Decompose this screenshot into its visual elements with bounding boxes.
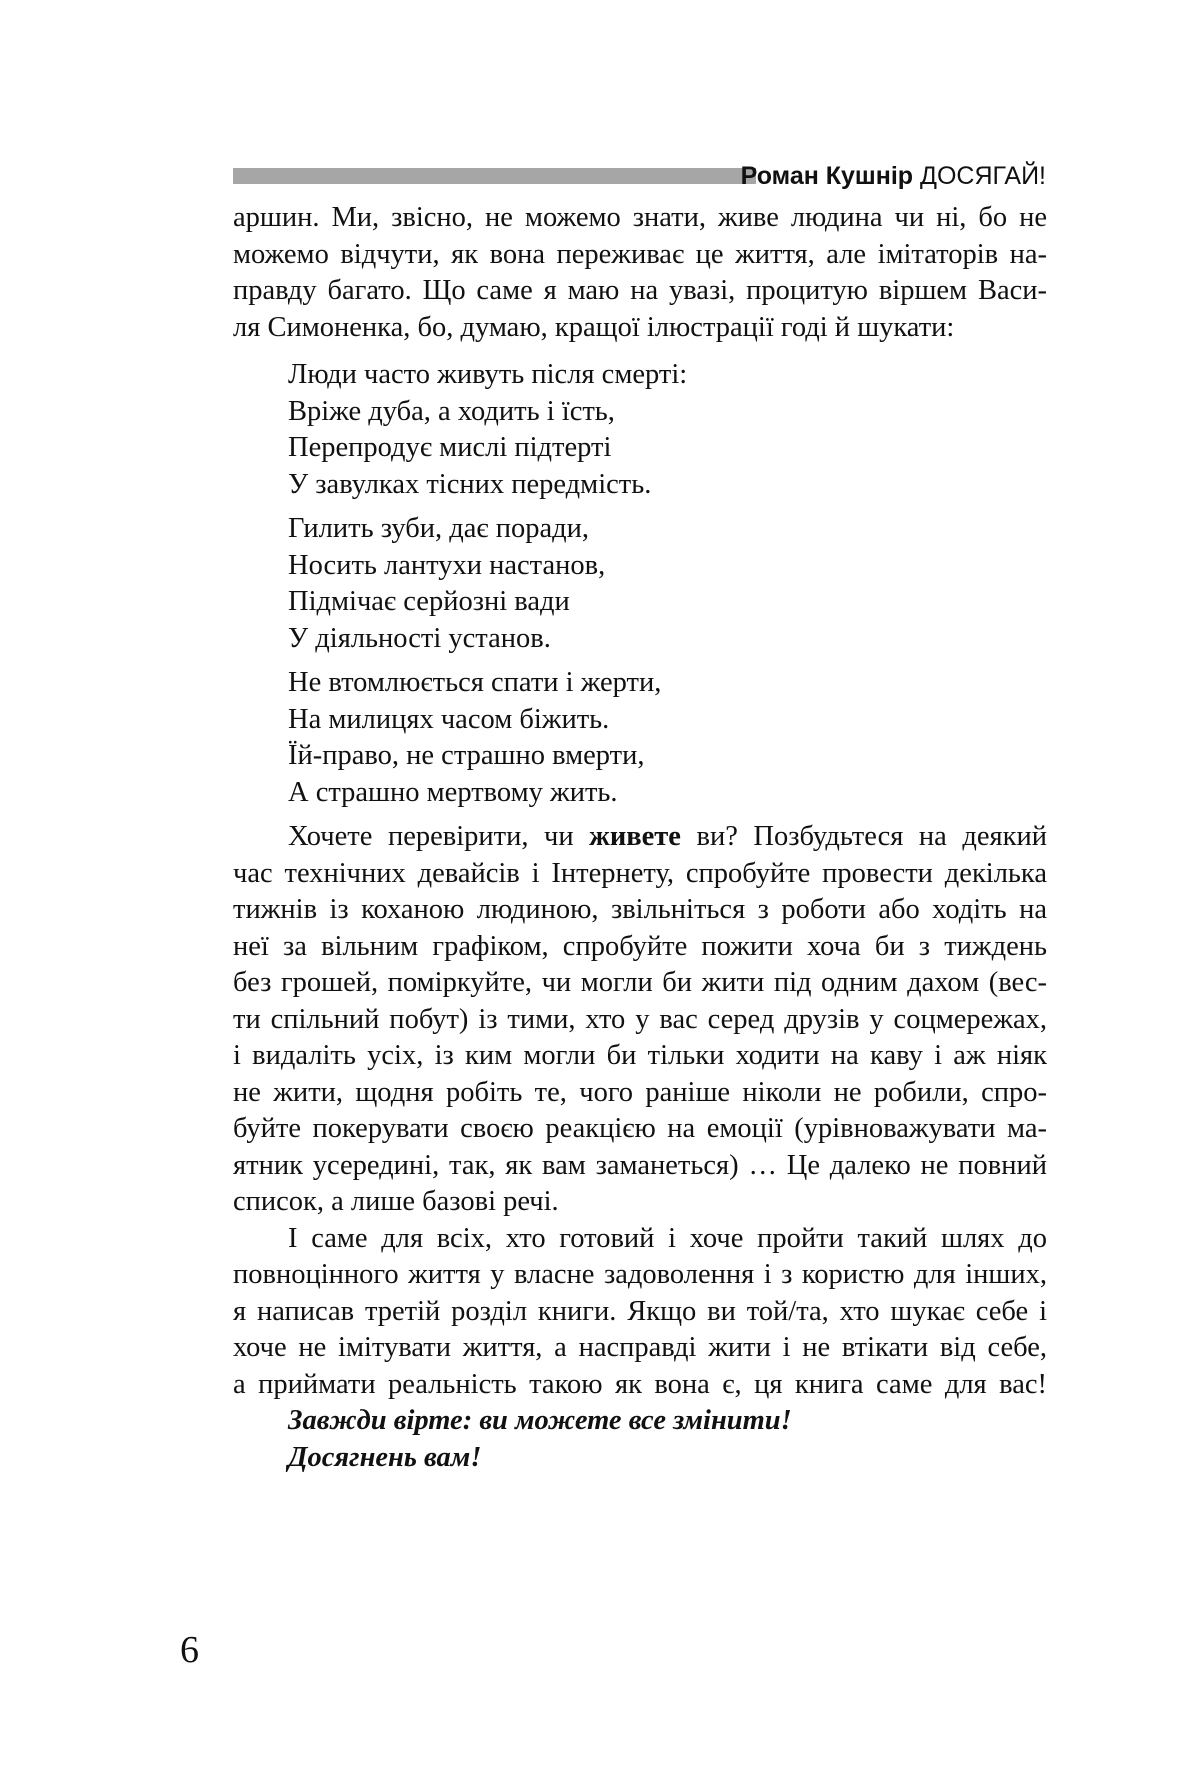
page-body [233, 200, 1047, 1476]
paragraph-two [233, 819, 1047, 1221]
poem-line: Підмічає серйозні вади [288, 586, 570, 617]
text-line: я написав третій розділ книги. Якщо ви той/та, хто шукає себе і [233, 1295, 1047, 1327]
text-run: ви? Позбудьтеся на деякий [680, 821, 1047, 852]
poem-stanza [288, 665, 1047, 811]
poem-line: А страшно мертвому жить. [288, 776, 618, 808]
paragraph-three [233, 1221, 1047, 1404]
text-line: неї за вільним графіком, спробуйте пожити хоча би з тиждень [233, 930, 1047, 962]
poem-stanza [288, 511, 1047, 657]
text-line: можемо відчути, як вона переживає це життя, але імітаторів на- [233, 238, 1047, 270]
poem-line: Не втомлюється спати і жерти, [288, 667, 662, 698]
closing-line: Досягнень вам! [288, 1441, 482, 1473]
text-line: і видаліть усіх, із ким могли би тільки ходити на каву і аж ніяк [233, 1040, 1047, 1071]
running-head-author: Роман Кушнір [740, 162, 914, 190]
spacer [233, 811, 1047, 819]
text-line: а приймати реальність такою як вона є, ця книга саме для вас! [233, 1368, 1047, 1400]
text-line: час технічних девайсів і Інтернету, спробуйте провести декілька [233, 857, 1047, 889]
poem-line: Носить лантухи настанов, [288, 549, 606, 581]
emphasis-live: живете [589, 821, 681, 852]
poem-line: На милицях часом біжить. [288, 703, 610, 735]
poem-line: Люди часто живуть після смерті: [288, 359, 688, 390]
text-line: не жити, щодня робіть те, чого раніше ніколи не робили, спро- [233, 1076, 1047, 1108]
poem-line: У завулках тісних передмість. [288, 468, 652, 500]
text-line: повноцінного життя у власне задоволення і з користю для інших, [233, 1259, 1047, 1290]
text-line: аршин. Ми, звісно, не можемо знати, живе людина чи ні, бо не [233, 202, 1047, 233]
poem-line: Перепродує мислі підтерті [288, 432, 612, 463]
text-line: хоче не імітувати життя, а насправді жити і не втікати від себе, [233, 1332, 1047, 1363]
text-line: ятник усередині, так, як вам заманеться) … Це далеко не повний [233, 1149, 1047, 1181]
text-line: без грошей, поміркуйте, чи могли би жити під одним дахом (вес- [233, 967, 1047, 998]
closing-line: Завжди вірте: ви можете все змінити! [288, 1405, 792, 1436]
text-run: Хочете перевірити, чи [288, 821, 590, 852]
page-number: 6 [180, 1629, 199, 1671]
poem-line: У діяльності установ. [288, 622, 551, 654]
running-head-title: ДОСЯГАЙ! [920, 162, 1046, 190]
intro-paragraph [233, 200, 1047, 346]
poem-line: Їй-право, не страшно вмерти, [288, 740, 645, 771]
text-line: список, а лише базові речі. [233, 1186, 559, 1217]
text-line: ти спільний побут) із тими, хто у вас серед друзів у соцмережах, [233, 1003, 1047, 1035]
text-line [233, 819, 1047, 856]
text-line: І саме для всіх, хто готовий і хоче пройти такий шлях до [288, 1222, 1047, 1254]
text-line: буйте покерувати своєю реакцією на емоції (урівноважувати ма- [233, 1113, 1047, 1144]
header-rule-bar [233, 168, 756, 184]
text-line: тижнів із коханою людиною, звільніться з роботи або ходіть на [233, 894, 1047, 925]
text-line: правду багато. Що саме я маю на увазі, процитую віршем Васи- [233, 275, 1047, 306]
poem-quote [233, 357, 1047, 811]
closing-lines [233, 1403, 1047, 1476]
text-line: ля Симоненка, бо, думаю, кращої ілюстрації годі й шукати: [233, 311, 955, 343]
poem-stanza [288, 357, 1047, 503]
poem-line: Вріже дуба, а ходить і їсть, [288, 395, 615, 427]
running-head [741, 160, 1046, 192]
poem-line: Гилить зуби, дає поради, [288, 513, 590, 544]
